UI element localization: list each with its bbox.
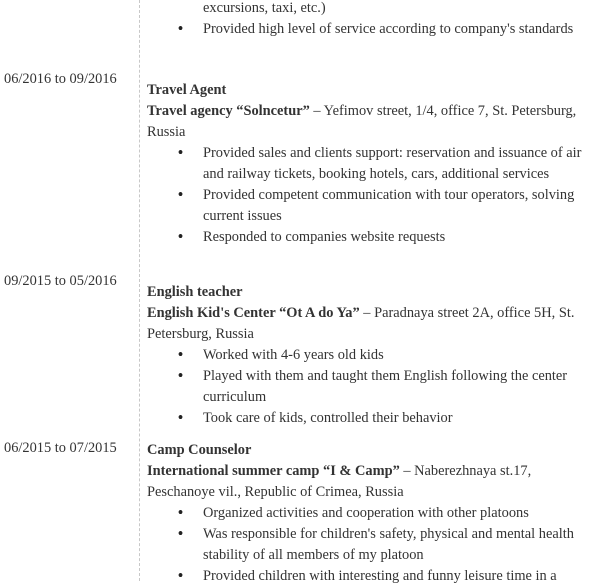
job-entry: [147, 440, 599, 587]
company-name: English Kid's Center “Ot A do Ya”: [147, 305, 360, 321]
bullet-list: [147, 143, 599, 248]
company-line: [147, 303, 599, 345]
bullet-list: [147, 345, 599, 429]
bullet-item: • Was responsible for children's safety, physical and mental health stability of all members of my platoon: [203, 524, 599, 566]
job-entry: [147, 282, 599, 429]
bullet-list: [147, 503, 599, 587]
job-dates: 06/2015 to 07/2015: [4, 440, 117, 456]
column-divider: [139, 0, 140, 581]
company-line: [147, 101, 599, 143]
job-dates: 06/2016 to 09/2016: [4, 71, 117, 87]
bullet-list: [147, 0, 599, 40]
company-name: International summer camp “I & Camp”: [147, 463, 400, 479]
bullet-item: • Provided competent communication with tour operators, solving current issues: [203, 185, 599, 227]
bullet-item: • Provided sales and clients support: reservation and issuance of air and railway tickets, booking hotels, cars, additional services: [203, 143, 599, 185]
job-title: Camp Counselor: [147, 442, 252, 458]
company-line: [147, 461, 599, 503]
bullet-item: • Took care of kids, controlled their behavior: [203, 408, 599, 429]
company-address: – Naberezhnaya st.17, Peschanoye vil., Republic of Crimea, Russia: [147, 463, 532, 500]
job-dates: 09/2015 to 05/2016: [4, 273, 117, 289]
bullet-item: • Provided high level of service according to company's standards: [203, 19, 599, 40]
company-name: Travel agency “Solncetur”: [147, 103, 310, 119]
bullet-item: • Worked with 4-6 years old kids: [203, 345, 599, 366]
bullet-item: excursions, taxi, etc.): [203, 0, 326, 16]
bullet-item: • Organized activities and cooperation with other platoons: [203, 503, 599, 524]
job-title: English teacher: [147, 284, 243, 300]
bullet-item: • Responded to companies website requests: [203, 227, 599, 248]
bullet-item: • Provided children with interesting and funny leisure time in a: [203, 566, 599, 587]
job-title: Travel Agent: [147, 82, 227, 98]
company-address: – Yefimov street, 1/4, office 7, St. Petersburg, Russia: [147, 103, 577, 140]
job-entry: [147, 80, 599, 248]
company-address: – Paradnaya street 2A, office 5H, St. Petersburg, Russia: [147, 305, 575, 342]
continued-job-block: [147, 0, 599, 40]
bullet-item: • Played with them and taught them English following the center curriculum: [203, 366, 599, 408]
